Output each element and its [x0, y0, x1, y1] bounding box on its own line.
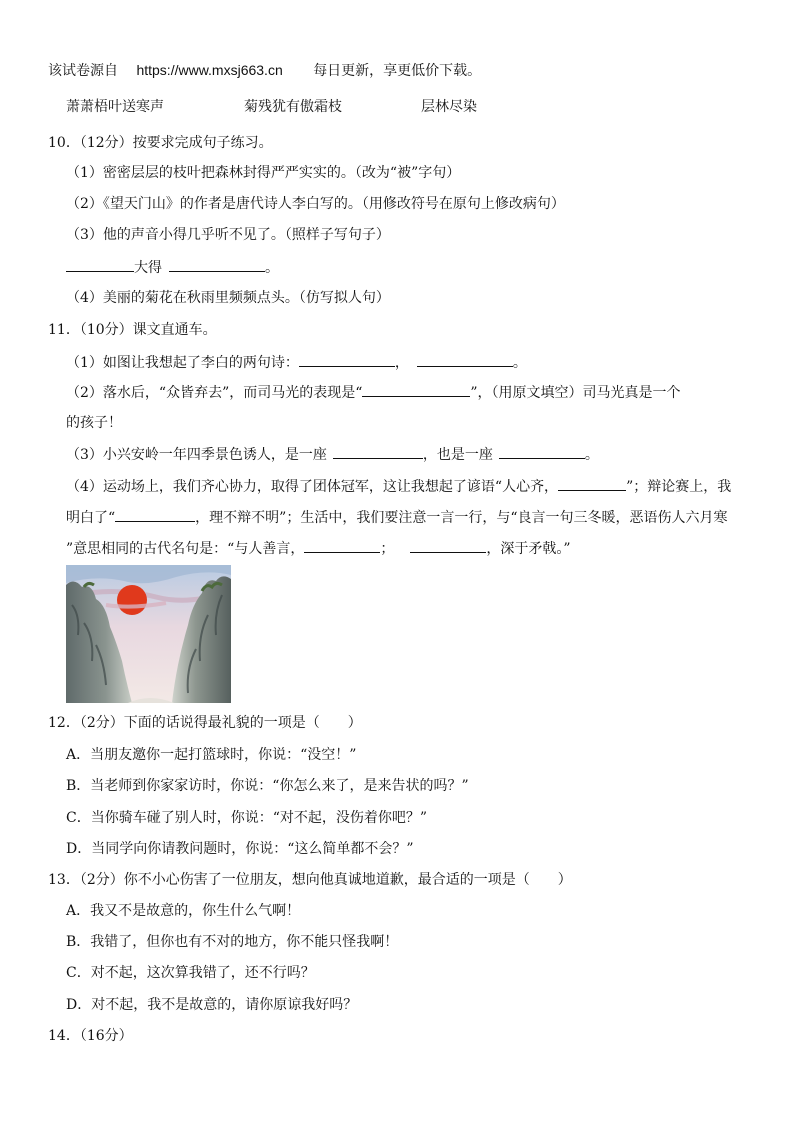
source-prefix: 该试卷源自: [48, 63, 118, 79]
q11-item-2: （2）落水后，“众皆弃去”，而司马光的表现是“ ”，（用原文填空）司马光真是一个: [66, 382, 681, 403]
q12-option-d[interactable]: D．当同学向你请教问题时，你说：“这么简单都不会？”: [66, 841, 414, 857]
q11-item-4-cont-2: ”意思相同的古代名句是：“与人善言， ； ，深于矛戟。”: [66, 538, 571, 559]
answer-blank[interactable]: [499, 444, 585, 459]
q13-option-b[interactable]: B．我错了，但你也有不对的地方，你不能只怪我啊！: [66, 934, 399, 950]
answer-blank[interactable]: [417, 352, 513, 367]
answer-blank[interactable]: [333, 444, 423, 459]
answer-blank[interactable]: [115, 507, 195, 522]
answer-choice-2: 菊残犹有傲霜枝: [244, 99, 342, 115]
answer-blank[interactable]: [410, 538, 486, 553]
answer-blank[interactable]: [558, 476, 626, 491]
q13-option-d[interactable]: D．对不起，我不是故意的，请你原谅我好吗？: [66, 997, 358, 1013]
q12-option-a[interactable]: A．当朋友邀你一起打篮球时，你说：“没空！”: [66, 747, 357, 763]
q12-title: 12．（2分）下面的话说得最礼貌的一项是（ ）: [48, 715, 362, 731]
q11-item-4: （4）运动场上，我们齐心协力，取得了团体冠军，这让我想起了谚语“人心齐， ”；辩论赛上，我: [66, 476, 731, 497]
q11-item-4-cont-1: 明白了“ ，理不辩不明”；生活中，我们要注意一言一行，与“良言一句三冬暖，恶语伤人六月寒: [66, 507, 727, 528]
q13-option-a[interactable]: A．我又不是故意的，你生什么气啊！: [66, 903, 301, 919]
source-header: [48, 60, 481, 81]
q10-sentence-2: （2）《望天门山》的作者是唐代诗人李白写的。（用修改符号在原句上修改病句）: [66, 196, 565, 212]
source-url[interactable]: https://www.mxsj663.cn: [136, 62, 283, 78]
q10-sentence-1: （1）密密层层的枝叶把森林封得严严实实的。（改为“被”字句）: [66, 165, 461, 181]
answer-blank[interactable]: [299, 352, 395, 367]
answer-blank[interactable]: [169, 257, 265, 272]
answer-blank[interactable]: [66, 257, 134, 272]
q11-title: 11．（10分）课文直通车。: [48, 322, 217, 338]
answer-choice-1: 萧萧梧叶送寒声: [66, 99, 164, 115]
answer-blank[interactable]: [304, 538, 380, 553]
q10-sentence-3-answer: 大得 。: [66, 257, 279, 278]
illustration-svg: [66, 565, 231, 703]
q11-item-2-cont: 的孩子！: [66, 415, 122, 431]
answer-choice-3: 层林尽染: [421, 99, 477, 115]
q13-option-c[interactable]: C．对不起，这次算我错了，还不行吗？: [66, 965, 315, 981]
answer-blank[interactable]: [362, 382, 470, 397]
q11-item-3: （3）小兴安岭一年四季景色诱人，是一座 ，也是一座 。: [66, 444, 599, 465]
q12-option-c[interactable]: C．当你骑车碰了别人时，你说：“对不起，没伤着你吧？”: [66, 810, 428, 826]
q10-title: 10．（12分）按要求完成句子练习。: [48, 135, 273, 151]
q13-title: 13．（2分）你不小心伤害了一位朋友，想向他真诚地道歉，最合适的一项是（ ）: [48, 872, 572, 888]
q14-title: 14．（16分）: [48, 1028, 133, 1044]
q12-option-b[interactable]: B．当老师到你家家访时，你说：“你怎么来了，是来告状的吗？”: [66, 778, 469, 794]
q10-s3-mid: 大得: [134, 260, 162, 276]
q11-item-1: （1）如图让我想起了李白的两句诗： ， 。: [66, 352, 527, 373]
q10-sentence-4: （4）美丽的菊花在秋雨里频频点头。（仿写拟人句）: [66, 290, 390, 306]
source-slogan: 每日更新，享更低价下载。: [313, 63, 482, 79]
sun-icon: [117, 585, 147, 615]
tianmen-mountain-illustration: [66, 565, 231, 703]
q10-sentence-3: （3）他的声音小得几乎听不见了。（照样子写句子）: [66, 227, 390, 243]
